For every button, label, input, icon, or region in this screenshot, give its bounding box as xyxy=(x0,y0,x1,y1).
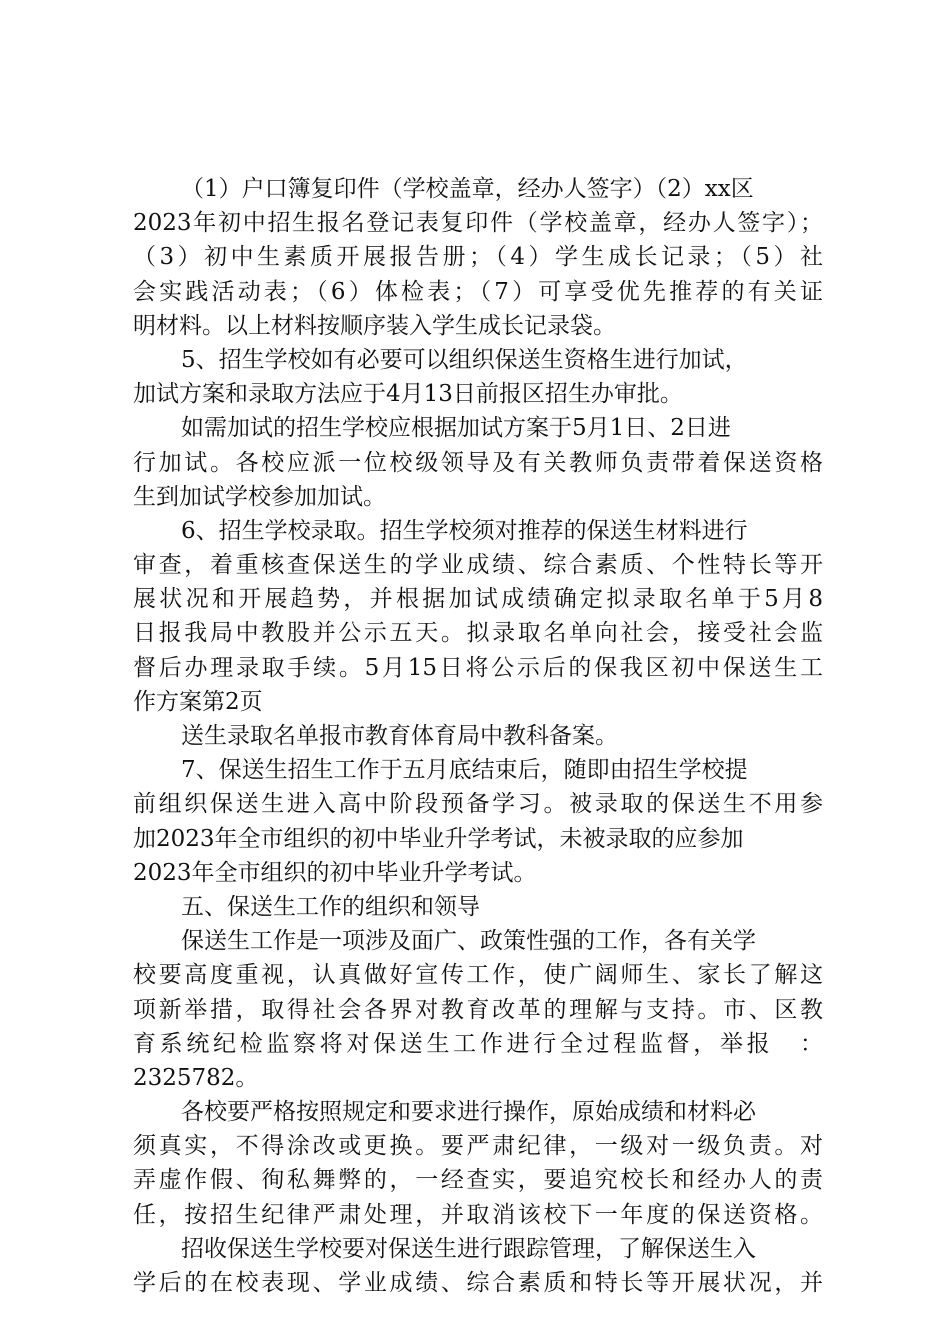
text-line: 须真实，不得涂改或更换。要严肃纪律，一级对一级负责。对 xyxy=(133,1133,823,1160)
text-line: 加2023年全市组织的初中毕业升学考试，未被录取的应参加 xyxy=(133,825,744,852)
text-line: 保送生工作是一项涉及面广、政策性强的工作，各有关学 xyxy=(181,928,756,955)
text-line: 2325782。 xyxy=(133,1064,259,1091)
text-line: 前组织保送生进入高中阶段预备学习。被录取的保送生不用参 xyxy=(133,791,823,818)
text-line: 招收保送生学校要对保送生进行跟踪管理，了解保送生入 xyxy=(181,1235,756,1262)
text-line: 生到加试学校参加加试。 xyxy=(133,483,386,510)
text-line: 会实践活动表；（6）体检表；（7）可享受优先推荐的有关证 xyxy=(133,278,823,305)
text-line: 校要高度重视，认真做好宣传工作，使广阔师生、家长了解这 xyxy=(133,962,823,989)
text-line: 5、招生学校如有必要可以组织保送生资格生进行加试， xyxy=(181,346,748,373)
text-line: 7、保送生招生工作于五月底结束后，随即由招生学校提 xyxy=(181,757,748,784)
text-line: 作方案第2页 xyxy=(133,688,263,715)
text-line: 日报我局中教股并公示五天。拟录取名单向社会，接受社会监 xyxy=(133,620,823,647)
text-line: （1）户口簿复印件（学校盖章，经办人签字）（2）xx区 xyxy=(181,176,754,202)
text-line: 审查，着重核查保送生的学业成绩、综合素质、个性特长等开 xyxy=(133,552,823,579)
text-line: 加试方案和录取方法应于4月13日前报区招生办审批。 xyxy=(133,381,683,408)
text-line: 明材料。以上材料按顺序装入学生成长记录袋。 xyxy=(133,312,616,339)
text-line: 任，按招生纪律严肃处理，并取消该校下一年度的保送资格。 xyxy=(133,1201,823,1228)
text-line: 展状况和开展趋势，并根据加试成绩确定拟录取名单于5月8 xyxy=(133,586,823,613)
text-line: 2023年初中招生报名登记表复印件（学校盖章，经办人签字）； xyxy=(133,210,823,237)
text-line: 各校要严格按照规定和要求进行操作，原始成绩和材料必 xyxy=(181,1099,756,1126)
text-line: （3）初中生素质开展报告册；（4）学生成长记录；（5）社 xyxy=(133,244,823,271)
text-line: 送生录取名单报市教育体育局中教科备案。 xyxy=(181,723,618,749)
text-line: 育系统纪检监察将对保送生工作进行全过程监督，举报 ： xyxy=(133,1030,823,1057)
text-line: 6、招生学校录取。招生学校须对推荐的保送生材料进行 xyxy=(181,517,748,544)
section-heading: 五、保送生工作的组织和领导 xyxy=(181,893,480,920)
text-line: 督后办理录取手续。5月15日将公示后的保我区初中保送生工 xyxy=(133,654,823,681)
text-line: 项新举措，取得社会各界对教育改革的理解与支持。市、区教 xyxy=(133,996,823,1023)
document-body xyxy=(133,172,823,1300)
text-line: 2023年全市组织的初中毕业升学考试。 xyxy=(133,859,537,886)
text-line: 弄虚作假、徇私舞弊的，一经查实，要追究校长和经办人的责 xyxy=(133,1167,823,1194)
text-line: 学后的在校表现、学业成绩、综合素质和特长等开展状况，并 xyxy=(133,1270,823,1296)
text-line: 如需加试的招生学校应根据加试方案于5月1日、2日进 xyxy=(181,415,731,442)
text-line: 行加试。各校应派一位校级领导及有关教师负责带着保送资格 xyxy=(133,449,823,476)
